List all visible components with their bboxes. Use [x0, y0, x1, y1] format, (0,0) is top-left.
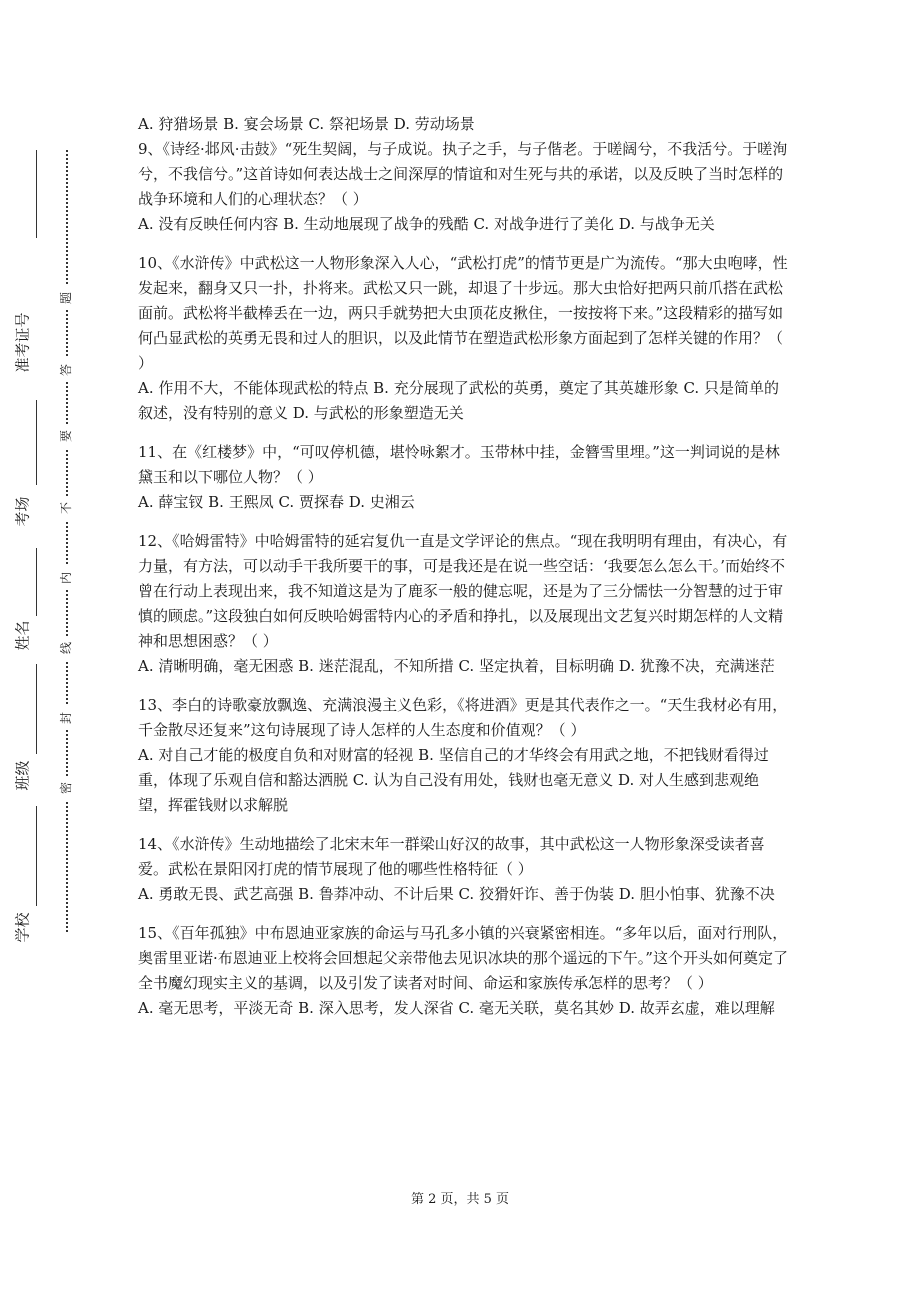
exam-room-label: 考场: [13, 496, 32, 527]
exam-id-field: [0, 312, 56, 390]
question-stem: 9、《诗经·邶风·击鼓》“死生契阔，与子成说。执子之手，与子偕老。于嗟阔兮，不我活兮。于嗟洵兮，不我信兮。”这首诗如何表达战士之间深厚的情谊和对生死与共的承诺，以及反映了当时怎样的战争环境和人们的心理状态？（ ）: [138, 140, 788, 208]
question-options: A. 没有反映任何内容 B. 生动地展现了战争的残酷 C. 对战争进行了美化 D. 与战争无关: [138, 215, 715, 233]
question-14: [138, 832, 788, 907]
seal-char: 题: [58, 286, 74, 310]
q8-options: A. 狩猎场景 B. 宴会场景 C. 祭祀场景 D. 劳动场景: [138, 115, 475, 133]
field-line: [36, 664, 37, 754]
exam-id-label: 准考证号: [13, 312, 32, 373]
question-stem: 12、《哈姆雷特》中哈姆雷特的延宕复仇一直是文学评论的焦点。“现在我明明有理由，有决心，有力量，有方法，可以动手干我所要干的事，可是我还是在说一些空话：‘我要怎么怎么干。’而始终不曾在行动上表现出来，我不知道这是为了鹿豕一般的健忘呢，还是为了三分懦怯一分智慧的过于审慎的顾虑。”这段独白如何反映哈姆雷特内心的矛盾和挣扎，以及展现出文艺复兴时期怎样的人文精神和思想困惑？（ ）: [138, 532, 788, 650]
question-options: A. 勇敢无畏、武艺高强 B. 鲁莽冲动、不计后果 C. 狡猾奸诈、善于伪装 D. 胆小怕事、犹豫不决: [138, 885, 775, 903]
seal-char: 密: [58, 776, 74, 800]
seal-char: 要: [58, 424, 74, 448]
name-field: [0, 618, 56, 658]
question-stem: 14、《水浒传》生动地描绘了北宋末年一群梁山好汉的故事，其中武松这一人物形象深受读者喜爱。武松在景阳冈打虎的情节展现了他的哪些性格特征（ ）: [138, 835, 765, 878]
school-label: 学校: [13, 912, 32, 943]
question-15: [138, 921, 788, 1021]
seal-char: 线: [58, 636, 74, 660]
school-field: [0, 910, 56, 950]
seal-char: 不: [58, 496, 74, 520]
class-field: [0, 758, 56, 798]
seal-line: [66, 150, 68, 932]
question-9: [138, 137, 788, 237]
question-11: [138, 440, 788, 515]
field-line: [36, 548, 37, 616]
question-13: [138, 693, 788, 818]
field-line: [36, 400, 37, 485]
class-label: 班级: [13, 760, 32, 791]
question-list: [138, 112, 788, 1035]
field-line: [36, 806, 37, 906]
exam-room-field: [0, 490, 56, 540]
question-stem: 15、《百年孤独》中布恩迪亚家族的命运与马孔多小镇的兴衰紧密相连。“多年以后，面对行刑队，奥雷里亚诺·布恩迪亚上校将会回想起父亲带他去见识冰块的那个遥远的下午。”这个开头如何奠定了全书魔幻现实主义的基调，以及引发了读者对时间、命运和家族传承怎样的思考？（ ）: [138, 924, 788, 992]
question-stem: 10、《水浒传》中武松这一人物形象深入人心，“武松打虎”的情节更是广为流传。“那大虫咆哮，性发起来，翻身又只一扑，扑将来。武松又只一跳，却退了十步远。那大虫恰好把两只前爪搭在武松面前。武松将半截棒丢在一边，两只手就势把大虫顶花皮揪住，一按按将下来。”这段精彩的描写如何凸显武松的英勇无畏和过人的胆识，以及此情节在塑造武松形象方面起到了怎样关键的作用？（ ）: [138, 254, 788, 372]
page-number: 第 2 页，共 5 页: [410, 1192, 510, 1207]
seal-char: 答: [58, 358, 74, 382]
question-10: [138, 251, 788, 426]
name-label: 姓名: [13, 620, 32, 651]
question-options: A. 清晰明确，毫无困惑 B. 迷茫混乱，不知所措 C. 坚定执着，目标明确 D. 犹豫不决，充满迷茫: [138, 657, 775, 675]
question-options: A. 毫无思考，平淡无奇 B. 深入思考，发人深省 C. 毫无关联，莫名其妙 D. 故弄玄虚，难以理解: [138, 999, 775, 1017]
question-options: A. 对自己才能的极度自负和对财富的轻视 B. 坚信自己的才华终会有用武之地，不把钱财看得过重，体现了乐观自信和豁达洒脱 C. 认为自己没有用处，钱财也毫无意义 D. 对人生感到悲观绝望，挥霍钱财以求解脱: [138, 746, 769, 814]
question-options: A. 薛宝钗 B. 王熙凤 C. 贾探春 D. 史湘云: [138, 493, 415, 511]
binding-margin: [0, 0, 90, 1302]
seal-char: 内: [58, 566, 74, 590]
seal-char: 封: [58, 706, 74, 730]
question-stem: 11、在《红楼梦》中，“可叹停机德，堪怜咏絮才。玉带林中挂，金簪雪里埋。”这一判词说的是林黛玉和以下哪位人物？（ ）: [138, 443, 780, 486]
question-12: [138, 529, 788, 679]
question-options: A. 作用不大，不能体现武松的特点 B. 充分展现了武松的英勇，奠定了其英雄形象 C. 只是简单的叙述，没有特别的意义 D. 与武松的形象塑造无关: [138, 379, 779, 422]
field-line: [36, 150, 37, 238]
question-stem: 13、李白的诗歌豪放飘逸、充满浪漫主义色彩，《将进酒》更是其代表作之一。“天生我材必有用，千金散尽还复来”这句诗展现了诗人怎样的人生态度和价值观？（ ）: [138, 696, 788, 739]
